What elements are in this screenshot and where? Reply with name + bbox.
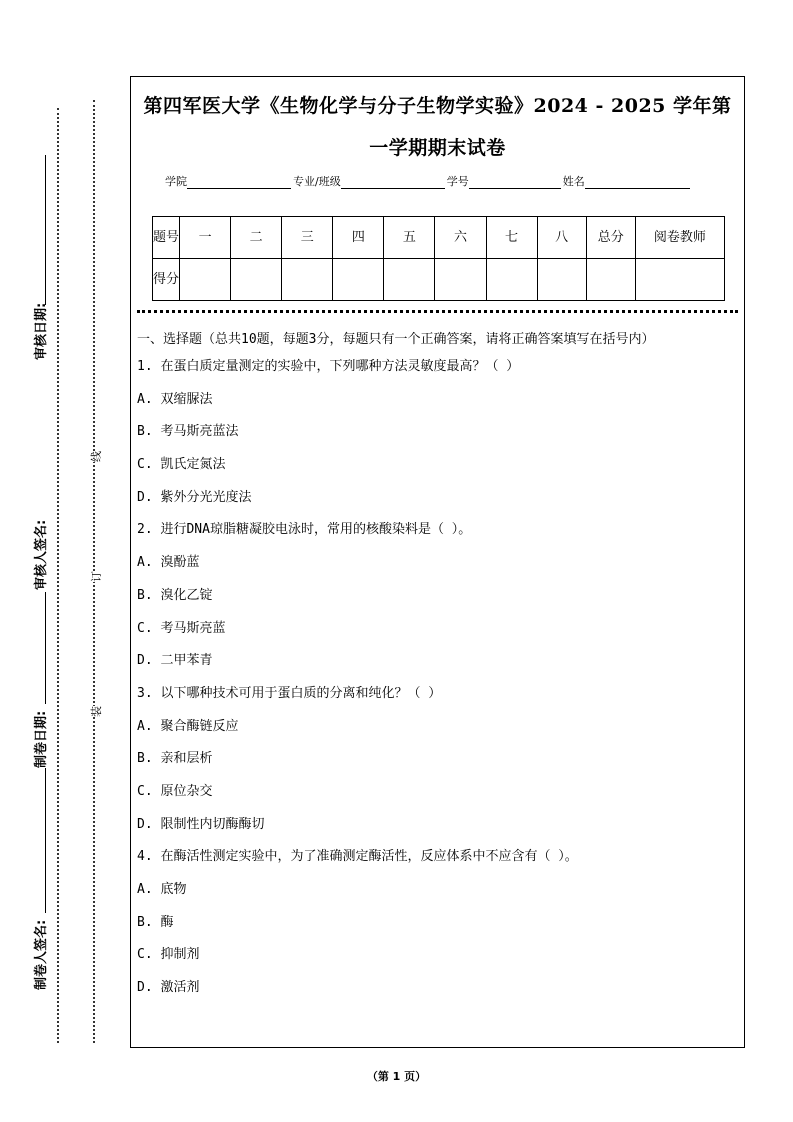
score-cell-7[interactable]: [486, 259, 537, 301]
q2-option-a: A. 溴酚蓝: [137, 555, 200, 571]
q1-option-c: C. 凯氏定氮法: [137, 457, 226, 473]
header-cell-question-no: 题号: [153, 217, 180, 259]
score-table-score-row: [153, 259, 725, 301]
dotted-separator: [137, 310, 738, 313]
score-table: [152, 216, 725, 301]
header-cell-3: 三: [282, 217, 333, 259]
q3-option-c: C. 原位杂交: [137, 783, 213, 799]
q1-option-a: A. 双缩脲法: [137, 391, 213, 407]
paper-date-label: 制卷日期:: [34, 710, 49, 768]
college-field[interactable]: [187, 176, 291, 189]
question-4: 4. 在酶活性测定实验中，为了准确测定酶活性，反应体系中不应含有（ ）。: [137, 849, 578, 865]
exam-title-line2: 一学期期末试卷: [369, 137, 506, 159]
score-table-header-row: [153, 217, 725, 259]
question-3: 3. 以下哪种技术可用于蛋白质的分离和纯化？（ ）: [137, 685, 442, 701]
q1-option-b: B. 考马斯亮蓝法: [137, 424, 239, 440]
score-cell-2[interactable]: [231, 259, 282, 301]
signature-line-4: [45, 768, 46, 913]
section-heading: 一、选择题（总共10题，每题3分，每题只有一个正确答案，请将正确答案填写在括号内）: [137, 332, 655, 347]
review-date-label: 审核日期:: [34, 302, 49, 360]
header-cell-2: 二: [231, 217, 282, 259]
questions-section: [137, 329, 738, 1011]
score-cell-5[interactable]: [384, 259, 435, 301]
header-cell-total: 总分: [586, 217, 635, 259]
header-cell-8: 八: [537, 217, 586, 259]
exam-title-line1: 第四军医大学《生物化学与分子生物学实验》2024 - 2025 学年第: [143, 95, 732, 117]
binding-char-line: 线: [90, 451, 103, 462]
q2-option-b: B. 溴化乙锭: [137, 587, 213, 603]
binding-char-mount: 装: [90, 706, 103, 717]
signature-line-3: [45, 592, 46, 704]
student-info-row: [165, 173, 692, 189]
header-cell-7: 七: [486, 217, 537, 259]
name-field[interactable]: [585, 176, 690, 189]
exam-frame: [130, 76, 745, 1048]
major-class-label: 专业/班级: [293, 175, 341, 188]
margin-dotted-line-outer: [57, 108, 59, 1043]
score-cell-8[interactable]: [537, 259, 586, 301]
reviewer-signature-label: 审核人签名:: [34, 519, 49, 590]
header-cell-grader: 阅卷教师: [635, 217, 724, 259]
q3-option-a: A. 聚合酶链反应: [137, 718, 239, 734]
q4-option-a: A. 底物: [137, 882, 187, 897]
q1-option-d: D. 紫外分光光度法: [137, 489, 252, 505]
score-cell-total[interactable]: [586, 259, 635, 301]
q3-option-d: D. 限制性内切酶酶切: [137, 816, 265, 832]
q3-option-b: B. 亲和层析: [137, 751, 213, 767]
q4-option-b: B. 酶: [137, 914, 174, 930]
header-cell-4: 四: [333, 217, 384, 259]
question-2: 2. 进行DNA琼脂糖凝胶电泳时，常用的核酸染料是（ ）。: [137, 522, 472, 538]
score-row-label: 得分: [153, 259, 180, 301]
signature-line-1: [45, 155, 46, 305]
q4-option-c: C. 抑制剂: [137, 947, 200, 963]
name-label: 姓名: [562, 175, 585, 188]
page-number: （第 1 页）: [366, 1070, 427, 1083]
paper-maker-signature-label: 制卷人签名:: [34, 919, 49, 990]
header-cell-5: 五: [384, 217, 435, 259]
q2-option-d: D. 二甲苯青: [137, 653, 213, 669]
q2-option-c: C. 考马斯亮蓝: [137, 620, 226, 636]
score-cell-6[interactable]: [435, 259, 486, 301]
score-cell-1[interactable]: [180, 259, 231, 301]
q4-option-d: D. 激活剂: [137, 980, 200, 996]
header-cell-6: 六: [435, 217, 486, 259]
student-id-label: 学号: [446, 175, 469, 188]
major-class-field[interactable]: [341, 176, 445, 189]
college-label: 学院: [165, 175, 187, 188]
binding-char-order: 订: [90, 571, 103, 582]
student-id-field[interactable]: [469, 176, 561, 189]
score-cell-3[interactable]: [282, 259, 333, 301]
header-cell-1: 一: [180, 217, 231, 259]
question-1: 1. 在蛋白质定量测定的实验中，下列哪种方法灵敏度最高？（ ）: [137, 359, 520, 374]
score-cell-grader[interactable]: [635, 259, 724, 301]
score-cell-4[interactable]: [333, 259, 384, 301]
